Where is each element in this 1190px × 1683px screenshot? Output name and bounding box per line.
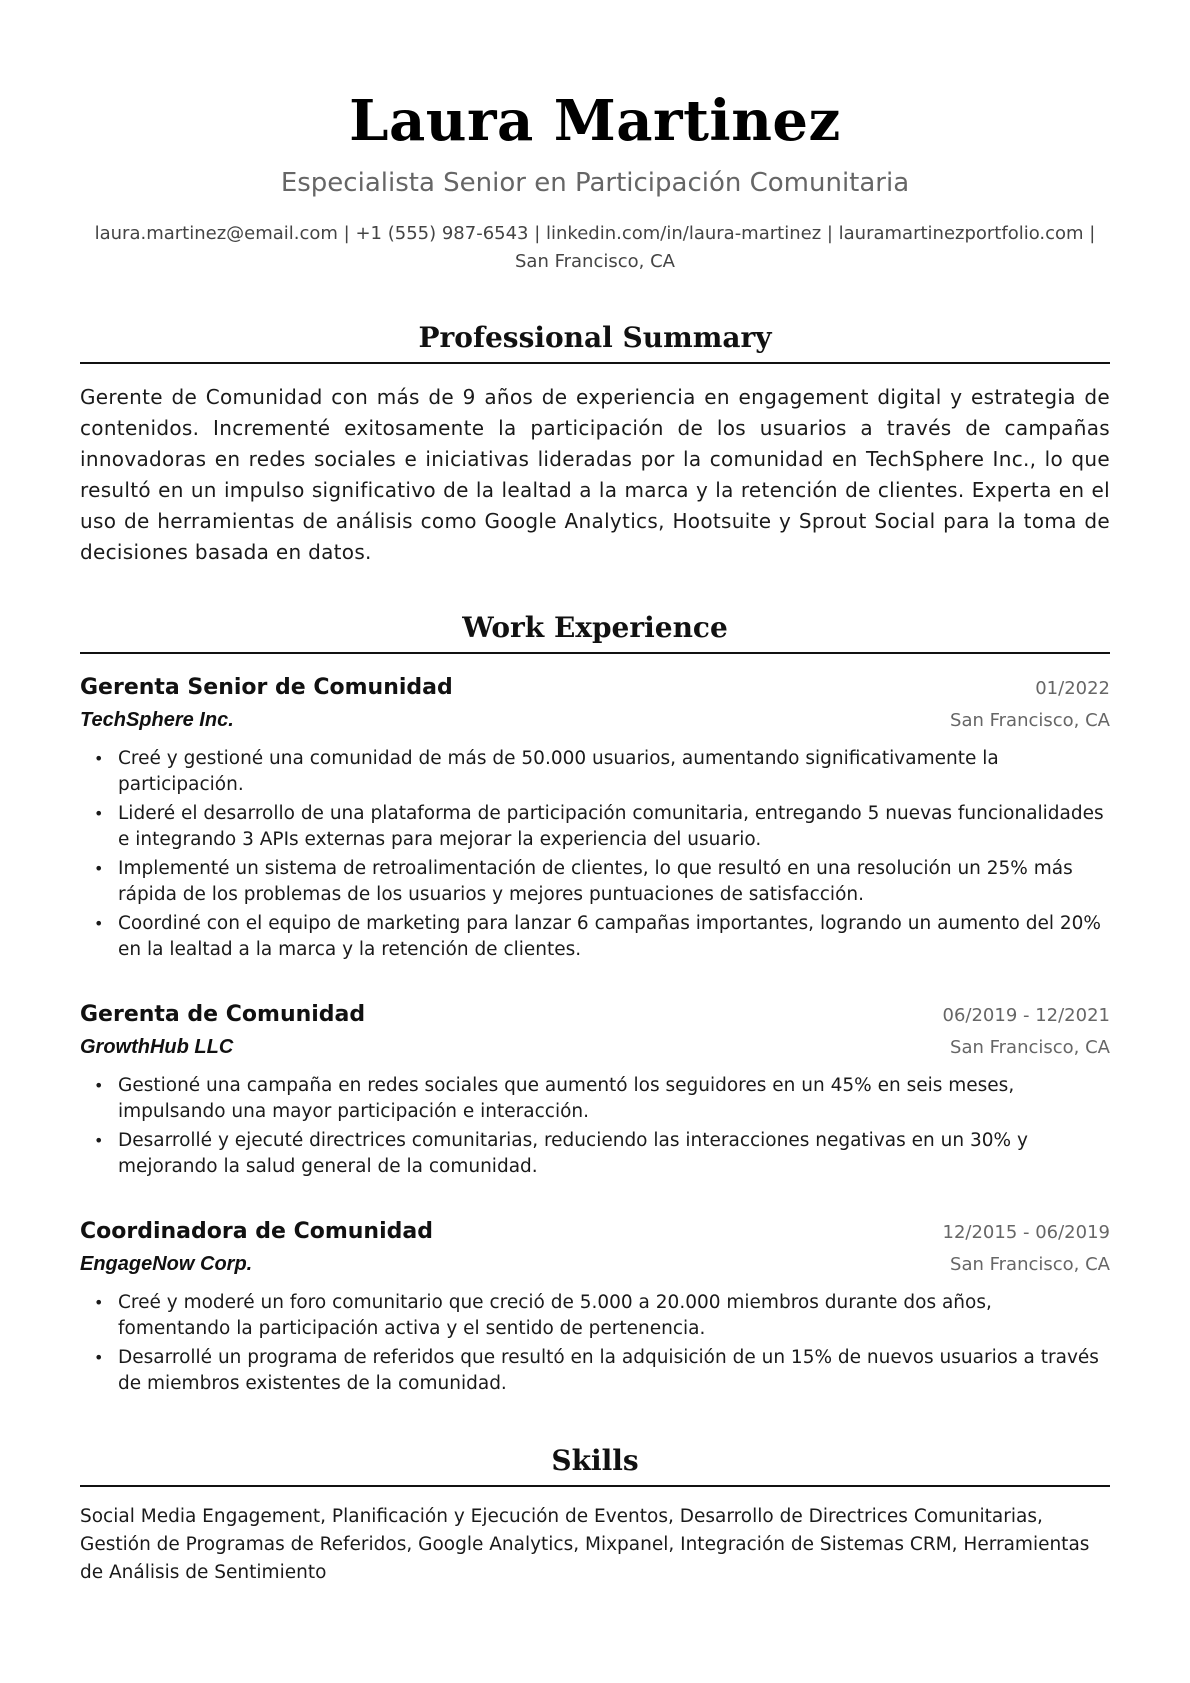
contact-line: laura.martinez@email.com | +1 (555) 987-6543 | linkedin.com/in/laura-martinez | lauramartinezportfolio.com | San Francisco, CA	[94, 223, 1096, 272]
job-header-row	[80, 1216, 1110, 1248]
job-title: Coordinadora de Comunidad	[80, 1219, 433, 1244]
job-bullet-text: Creé y moderé un foro comunitario que creció de 5.000 a 20.000 miembros durante dos años, fomentando la participación activa y el sentido de pertenencia.	[118, 1292, 992, 1339]
job-company-row	[80, 704, 1110, 736]
job-bullet-text: Implementé un sistema de retroalimentación de clientes, lo que resultó en una resolución un 25% más rápida de los problemas de los usuarios y mejores puntuaciones de satisfacción.	[118, 858, 1073, 905]
job-bullet-list	[80, 746, 1110, 963]
professional-summary-section	[80, 320, 1110, 568]
bullet-icon: •	[94, 749, 104, 768]
job-title: Gerenta Senior de Comunidad	[80, 675, 453, 700]
job-bullet-text: Coordiné con el equipo de marketing para lanzar 6 campañas importantes, logrando un aumento del 20% en la lealtad a la marca y la retención de clientes.	[118, 913, 1101, 960]
bullet-icon: •	[94, 1131, 104, 1150]
job-entry	[80, 1216, 1110, 1397]
job-title: Gerenta de Comunidad	[80, 1002, 366, 1027]
job-bullet-text: Desarrollé y ejecuté directrices comunitarias, reduciendo las interacciones negativas en un 30% y mejorando la salud general de la comunidad.	[118, 1130, 1028, 1177]
work-experience-section	[80, 610, 1110, 1397]
bullet-icon: •	[94, 1348, 104, 1367]
bullet-icon: •	[94, 914, 104, 933]
job-dates: 12/2015 - 06/2019	[942, 1222, 1110, 1243]
job-bullet	[80, 1128, 1110, 1180]
candidate-name: Laura Martinez	[349, 88, 841, 154]
candidate-title: Especialista Senior en Participación Comunitaria	[280, 168, 910, 198]
job-header-row	[80, 999, 1110, 1031]
job-bullet	[80, 1345, 1110, 1397]
bullet-icon: •	[94, 804, 104, 823]
job-bullet	[80, 801, 1110, 853]
job-dates: 06/2019 - 12/2021	[942, 1005, 1110, 1026]
section-heading-summary: Professional Summary	[80, 320, 1110, 364]
job-bullet-text: Lideré el desarrollo de una plataforma de participación comunitaria, entregando 5 nuevas funcionalidades e integrando 3 APIs externas para mejorar la experiencia del usuario.	[118, 803, 1104, 850]
bullet-icon: •	[94, 1076, 104, 1095]
job-bullet-text: Desarrollé un programa de referidos que resultó en la adquisición de un 15% de nuevos usuarios a través de miembros existentes de la comunidad.	[118, 1347, 1099, 1394]
job-header-row	[80, 672, 1110, 704]
job-company: GrowthHub LLC	[80, 1036, 234, 1058]
job-dates: 01/2022	[1035, 678, 1110, 699]
job-bullet	[80, 1073, 1110, 1125]
bullet-icon: •	[94, 859, 104, 878]
job-entry	[80, 999, 1110, 1180]
skills-section	[80, 1443, 1110, 1587]
skills-text: Social Media Engagement, Planificación y Ejecución de Eventos, Desarrollo de Directrices Comunitarias, Gestión de Programas de Referidos, Google Analytics, Mixpanel, Integración de Sistemas CRM, Herramientas de Análisis de Sentimiento	[80, 1506, 1090, 1583]
job-bullet	[80, 746, 1110, 798]
section-heading-skills: Skills	[80, 1443, 1110, 1487]
job-bullet	[80, 911, 1110, 963]
job-entry	[80, 672, 1110, 963]
section-heading-work: Work Experience	[80, 610, 1110, 654]
job-bullet-list	[80, 1073, 1110, 1180]
summary-text: Gerente de Comunidad con más de 9 años de experiencia en engagement digital y estrategia de contenidos. Incrementé exitosamente la participación de los usuarios a través de campañas innovadoras en redes sociales e iniciativas lideradas por la comunidad en TechSphere Inc., lo que resultó en un impulso significativo de la lealtad a la marca y la retención de clientes. Experta en el uso de herramientas de análisis como Google Analytics, Hootsuite y Sprout Social para la toma de decisiones basada en datos.	[80, 385, 1110, 564]
bullet-icon: •	[94, 1293, 104, 1312]
job-company: EngageNow Corp.	[80, 1253, 253, 1275]
job-company-row	[80, 1248, 1110, 1280]
job-company: TechSphere Inc.	[80, 709, 234, 731]
job-location: San Francisco, CA	[950, 1254, 1110, 1275]
job-company-row	[80, 1031, 1110, 1063]
job-bullet	[80, 1290, 1110, 1342]
job-bullet-text: Gestioné una campaña en redes sociales que aumentó los seguidores en un 45% en seis meses, impulsando una mayor participación e interacción.	[118, 1075, 1015, 1122]
job-bullet-list	[80, 1290, 1110, 1397]
job-location: San Francisco, CA	[950, 710, 1110, 731]
job-location: San Francisco, CA	[950, 1037, 1110, 1058]
job-bullet	[80, 856, 1110, 908]
job-bullet-text: Creé y gestioné una comunidad de más de 50.000 usuarios, aumentando significativamente la participación.	[118, 748, 999, 795]
